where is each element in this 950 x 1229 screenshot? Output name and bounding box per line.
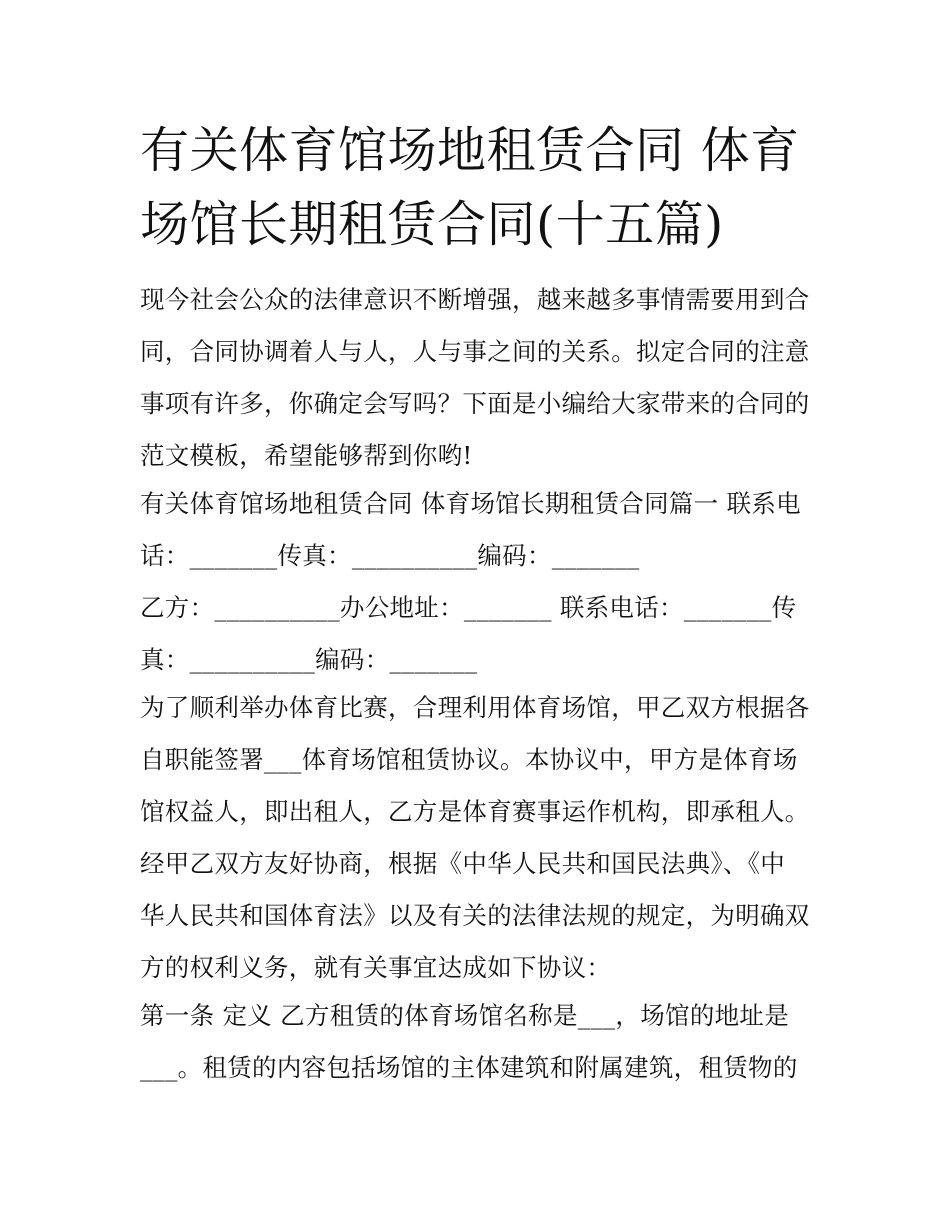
title-line-1: 有关体育馆场地租赁合同 体育 xyxy=(140,122,800,179)
body-line: 同，合同协调着人与人，人与事之间的关系。拟定合同的注意 xyxy=(140,337,810,366)
body-line: 现今社会公众的法律意识不断增强，越来越多事情需要用到合 xyxy=(140,285,810,314)
body-line: 方的权利义务，就有关事宜达成如下协议： xyxy=(140,953,612,982)
body-line: 乙方：__________办公地址：_______ 联系电话：_______传 xyxy=(140,593,797,622)
body-line: 经甲乙双方友好协商，根据《中华人民共和国民法典》、《中 xyxy=(140,849,786,878)
body-line: 华人民共和国体育法》以及有关的法律法规的规定，为明确双 xyxy=(140,901,810,930)
body-line: 馆权益人，即出租人，乙方是体育赛事运作机构，即承租人。 xyxy=(140,797,810,826)
body-line: 话：_______传真：__________编码：_______ xyxy=(140,541,640,570)
body-line: 为了顺利举办体育比赛，合理利用体育场馆，甲乙双方根据各 xyxy=(140,693,810,722)
title-line-2: 场馆长期租赁合同(十五篇) xyxy=(140,196,724,253)
body-line: 第一条 定义 乙方租赁的体育场馆名称是___，场馆的地址是 xyxy=(140,1001,790,1030)
body-line: 事项有许多，你确定会写吗？下面是小编给大家带来的合同的 xyxy=(140,389,810,418)
body-line: 自职能签署___体育场馆租赁协议。本协议中，甲方是体育场 xyxy=(140,745,798,774)
body-line: 有关体育馆场地租赁合同 体育场馆长期租赁合同篇一 联系电 xyxy=(140,489,801,518)
document-title xyxy=(140,114,820,262)
body-line: 范文模板，希望能够帮到你哟! xyxy=(140,441,473,470)
body-line: 真：__________编码：_______ xyxy=(140,645,478,674)
body-line: ___。租赁的内容包括场馆的主体建筑和附属建筑，租赁物的 xyxy=(140,1053,798,1082)
